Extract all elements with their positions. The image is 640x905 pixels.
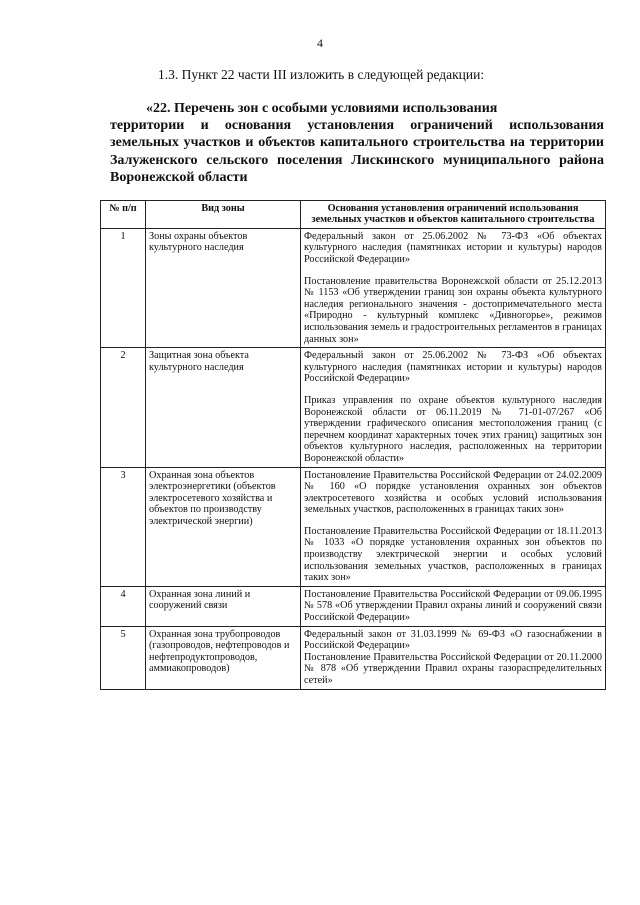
- row-zone-type: Охранная зона трубопроводов (газопроводов, нефтепроводов и нефтепродуктопроводов, аммиакопроводов): [146, 626, 301, 689]
- basis-paragraph: Постановление Правительства Российской Федерации от 18.11.2013 № 1033 «О порядке установления охранных зон объектов по производству электрической энергии и особых условий использования земельных участков, расположенных в границах таких зон»: [304, 525, 602, 584]
- row-num: 1: [101, 228, 146, 347]
- row-num: 4: [101, 586, 146, 626]
- basis-paragraph: Федеральный закон от 25.06.2002 № 73-ФЗ «Об объектах культурного наследия (памятниках истории и культуры) народов Российской Федерации»: [304, 230, 602, 265]
- basis-paragraph: Постановление Правительства Российской Федерации от 09.06.1995 № 578 «Об утверждении Правил охраны линий и сооружений связи Российской Федерации»: [304, 588, 602, 624]
- table-row: [101, 586, 606, 626]
- table-row: [101, 348, 606, 467]
- basis-paragraph: Постановление правительства Воронежской области от 25.12.2013 № 1153 «Об утверждении границ зон охраны объекта культурного наследия регионального значения - достопримечательного места «Природно - культурный комплекс «Дивногорье», режимов использования земель и градостроительных регламентов в границах данных зон»: [304, 275, 602, 345]
- basis-paragraph: Федеральный закон от 25.06.2002 № 73-ФЗ «Об объектах культурного наследия (памятниках истории и культуры) народов Российской Федерации»: [304, 350, 602, 385]
- row-num: 5: [101, 626, 146, 689]
- basis-paragraph: Федеральный закон от 31.03.1999 № 69-ФЗ «О газоснабжении в Российской Федерации»: [304, 628, 602, 652]
- row-num: 3: [101, 467, 146, 586]
- basis-paragraph: Приказ управления по охране объектов культурного наследия Воронежской области от 06.11.2019 № 71-01-07/267 «Об утверждении графического описания местоположения границ (с перечнем координат характерных точек этих границ) защитных зон объектов культурного наследия, расположенных на территории Воронежской области»: [304, 394, 602, 464]
- zones-table: [100, 200, 606, 690]
- row-basis: [301, 626, 606, 689]
- table-row: [101, 467, 606, 586]
- basis-paragraph: Постановление Правительства Российской Федерации от 20.11.2000 № 878 «Об утверждении Правил охраны газораспределительных сетей»: [304, 651, 602, 686]
- intro-line: 1.3. Пункт 22 части III изложить в следующей редакции:: [158, 67, 485, 82]
- section-heading: [110, 100, 604, 186]
- row-zone-type: Охранная зона линий и сооружений связи: [146, 586, 301, 626]
- heading-line-1: «22. Перечень зон с особыми условиями использования: [146, 101, 498, 116]
- row-zone-type: Зоны охраны объектов культурного наследия: [146, 228, 301, 347]
- row-num: 2: [101, 348, 146, 467]
- header-num: № п/п: [101, 201, 146, 229]
- row-basis: [301, 348, 606, 467]
- header-type: Вид зоны: [146, 201, 301, 229]
- row-zone-type: Защитная зона объекта культурного наследия: [146, 348, 301, 467]
- table-row: [101, 626, 606, 689]
- header-basis: Основания установления ограничений использования земельных участков и объектов капитального строительства: [301, 201, 606, 229]
- basis-paragraph: Постановление Правительства Российской Федерации от 24.02.2009 № 160 «О порядке установления охранных зон объектов электросетевого хозяйства и особых условий использования земельных участков, расположенных в границах таких зон»: [304, 469, 602, 516]
- row-zone-type: Охранная зона объектов электроэнергетики (объектов электросетевого хозяйства и объектов по производству электрической энергии): [146, 467, 301, 586]
- heading-rest: территории и основания установления ограничений использования земельных участков и объектов капитального строительства на территории Залуженского сельского поселения Лискинского муниципального района Воронежской области: [110, 118, 604, 185]
- row-basis: [301, 467, 606, 586]
- row-basis: [301, 228, 606, 347]
- row-basis: [301, 586, 606, 626]
- table-row: [101, 228, 606, 347]
- table-header-row: [101, 201, 606, 229]
- page-number: 4: [317, 36, 323, 50]
